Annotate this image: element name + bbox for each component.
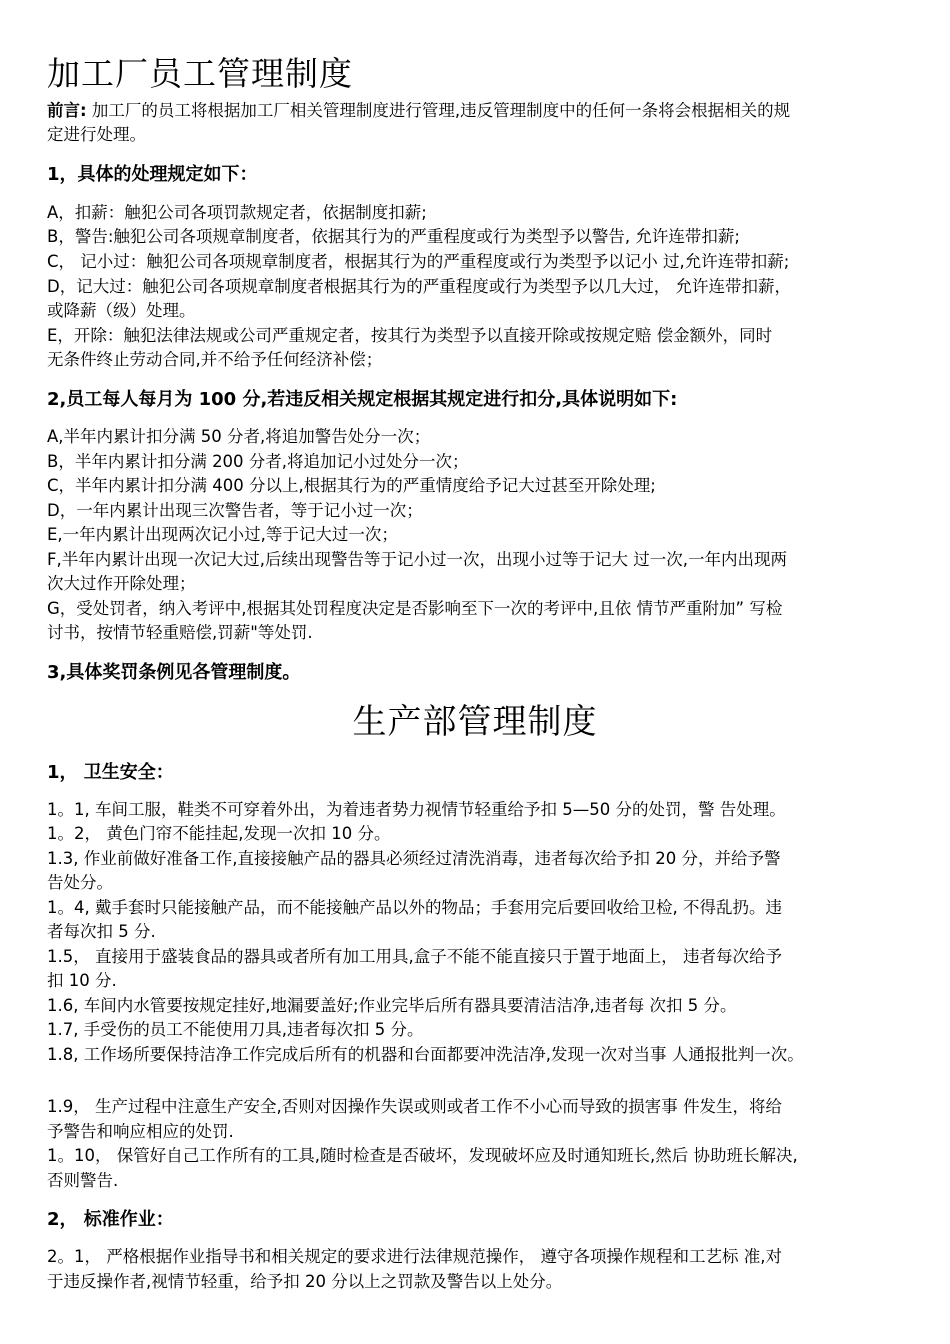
preface-label: 前言: xyxy=(47,101,87,120)
section-heading-2: 2,员工每人每月为 100 分,若违反相关规定根据其规定进行扣分,具体说明如下: xyxy=(47,389,678,410)
hygiene-item: 1.8, 工作场所要保持洁净工作完成后所有的机器和台面都要冲洗洁净,发现一次对当事 人通报批判一次。 xyxy=(47,1045,804,1064)
point-line: A,半年内累计扣分满 50 分者,将追加警告处分一次； xyxy=(47,427,431,446)
point-line: C，半年内累计扣分满 400 分以上,根据其行为的严重情度给予记大过甚至开除处理; xyxy=(47,476,656,495)
point-line: B，半年内累计扣分满 200 分者,将追加记小过处分一次； xyxy=(47,452,469,471)
hygiene-item: 1.5， 直接用于盛装食品的器具或者所有加工用具,盒子不能不能直接只于置于地面上， 违者每次给予 xyxy=(47,947,782,966)
preface-line-2: 定进行处理。 xyxy=(47,125,146,144)
hygiene-item: 1。10， 保管好自己工作所有的工具,随时检查是否破坏，发现破坏应及时通知班长,然后 协助班长解决, xyxy=(47,1146,798,1165)
rule-line: 或降薪（级）处理。 xyxy=(47,301,196,320)
hygiene-item: 1.7, 手受伤的员工不能使用刀具,违者每次扣 5 分。 xyxy=(47,1020,424,1039)
point-line: 次大过作开除处理； xyxy=(47,574,196,593)
standard-item: 2。1， 严格根据作业指导书和相关规定的要求进行法律规范操作， 遵守各项操作规程和工艺标 准,对 xyxy=(47,1247,782,1266)
rule-line: E，开除：触犯法律法规或公司严重规定者，按其行为类型予以直接开除或按规定赔 偿金额外，同时 xyxy=(47,326,773,345)
hygiene-item: 予警告和响应相应的处罚. xyxy=(47,1122,234,1141)
point-line: D，一年内累计出现三次警告者，等于记小过一次； xyxy=(47,501,423,520)
subheading-hygiene: 1， 卫生安全： xyxy=(47,762,174,783)
standard-item: 于违反操作者,视情节轻重，给予扣 20 分以上之罚款及警告以上处分。 xyxy=(47,1272,563,1291)
section-heading-3: 3,具体奖罚条例见各管理制度。 xyxy=(47,662,301,683)
hygiene-item: 者每次扣 5 分. xyxy=(47,922,156,941)
hygiene-item: 1。1, 车间工服，鞋类不可穿着外出，为着违者势力视情节轻重给予扣 5—50 分的处罚，警 告处理。 xyxy=(47,800,786,819)
hygiene-item: 1.3, 作业前做好准备工作,直接接触产品的器具必须经过清洗消毒，违者每次给予扣 20 分，并给予警 xyxy=(47,849,781,868)
point-line: G，受处罚者，纳入考评中,根据其处罚程度决定是否影响至下一次的考评中,且依 情节严重附加” 写检 xyxy=(47,599,783,618)
preface-text: 加工厂的员工将根据加工厂相关管理制度进行管理,违反管理制度中的任何一条将会根据相关的规 xyxy=(86,101,791,120)
point-line: F,半年内累计出现一次记大过,后续出现警告等于记小过一次，出现小过等于记大 过一次,一年内出现两 xyxy=(47,550,787,569)
point-line: 讨书，按情节轻重赔偿,罚薪"等处罚. xyxy=(47,623,313,642)
hygiene-item: 扣 10 分. xyxy=(47,971,117,990)
hygiene-item: 1.6, 车间内水管要按规定挂好,地漏要盖好;作业完毕后所有器具要清洁洁净,违者每 次扣 5 分。 xyxy=(47,996,737,1015)
section-title-production: 生产部管理制度 xyxy=(352,702,598,742)
rule-line: A，扣薪：触犯公司各项罚款规定者，依据制度扣薪; xyxy=(47,203,427,222)
rule-line: C， 记小过：触犯公司各项规章制度者，根据其行为的严重程度或行为类型予以记小 过,允许连带扣薪; xyxy=(47,252,790,271)
subheading-standard-work: 2， 标准作业： xyxy=(47,1209,174,1230)
page-title: 加工厂员工管理制度 xyxy=(47,54,353,93)
section-heading-1: 1，具体的处理规定如下： xyxy=(47,164,258,185)
rule-line: 无条件终止劳动合同,并不给予任何经济补偿； xyxy=(47,350,383,369)
hygiene-item: 否则警告. xyxy=(47,1171,119,1190)
hygiene-item: 1。4, 戴手套时只能接触产品，而不能接触产品以外的物品；手套用完后要回收给卫检, 不得乱扔。违 xyxy=(47,898,782,917)
hygiene-item: 告处分。 xyxy=(47,873,113,892)
point-line: E,一年内累计出现两次记小过,等于记大过一次； xyxy=(47,525,398,544)
hygiene-item: 1.9， 生产过程中注意生产安全,否则对因操作失误或则或者工作不小心而导致的损害事 件发生，将给 xyxy=(47,1097,782,1116)
rule-line: D，记大过：触犯公司各项规章制度者根据其行为的严重程度或行为类型予以几大过， 允许连带扣薪， xyxy=(47,277,791,296)
preface-line xyxy=(47,99,790,124)
rule-line: B，警告:触犯公司各项规章制度者，依据其行为的严重程度或行为类型予以警告, 允许连带扣薪; xyxy=(47,227,740,246)
hygiene-item: 1。2， 黄色门帘不能挂起,发现一次扣 10 分。 xyxy=(47,824,391,843)
